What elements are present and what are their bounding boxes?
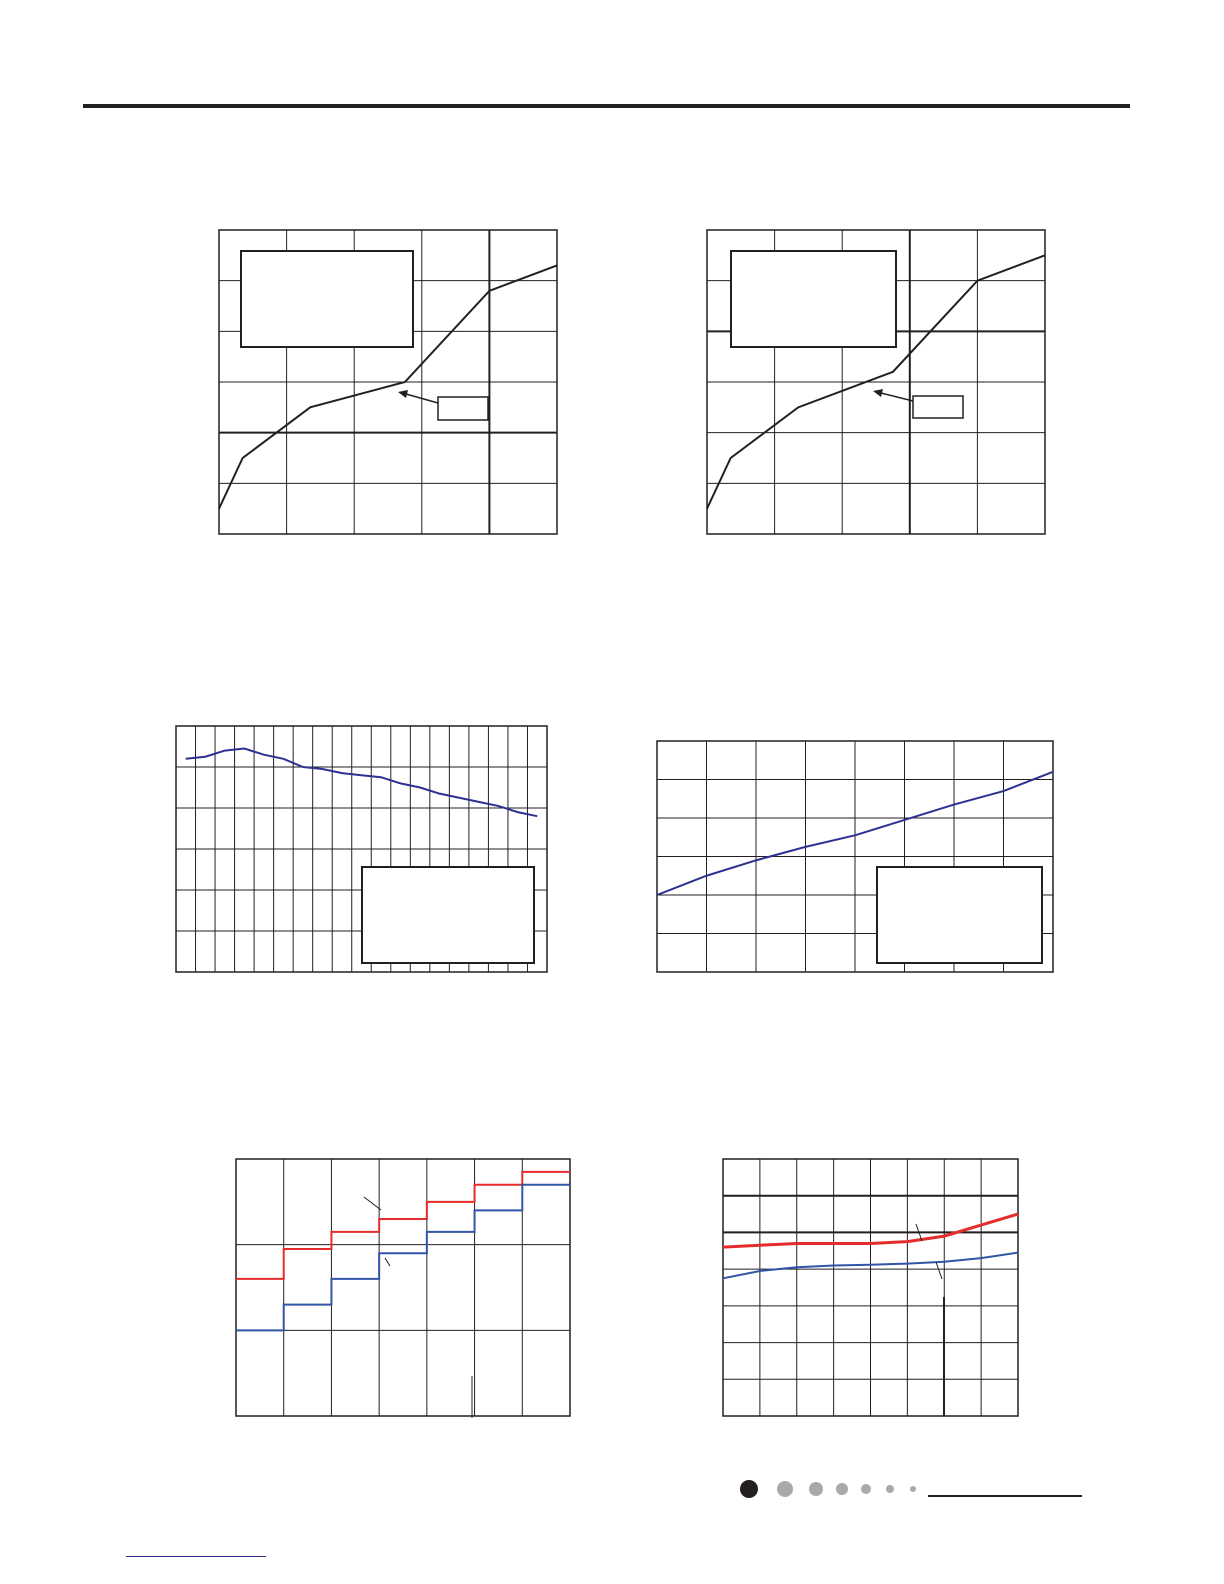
page-indicator-dots [740, 1480, 916, 1498]
chart-4 [657, 741, 1053, 972]
page-dot-2 [777, 1481, 793, 1497]
chart-1 [219, 230, 557, 534]
chart-5 [236, 1159, 570, 1418]
plot-frame [236, 1159, 570, 1416]
page-dot-7 [910, 1486, 916, 1492]
legend-box [362, 867, 534, 963]
chart-2 [707, 230, 1045, 534]
label-box [913, 396, 963, 418]
series-line-1 [236, 1172, 570, 1279]
footer-link-underline [126, 1556, 266, 1557]
callout-arrow-line [881, 393, 913, 401]
legend-box [731, 251, 896, 347]
callout-arrow-head [398, 390, 408, 398]
series-label-tick [936, 1262, 942, 1279]
series-line-2 [236, 1185, 570, 1331]
page-dot-3 [809, 1482, 823, 1496]
legend-box [877, 867, 1042, 963]
label-box [438, 397, 488, 420]
series-line-1 [186, 749, 537, 817]
series-label-tick [385, 1258, 390, 1266]
callout-arrow-head [873, 389, 883, 397]
chart-6 [723, 1159, 1018, 1416]
series-label-tick [364, 1197, 381, 1210]
footer-rule [928, 1495, 1082, 1497]
page-dot-4 [836, 1483, 848, 1495]
page-dot-6 [886, 1485, 894, 1493]
page-dot-1 [740, 1480, 758, 1498]
page-dot-5 [861, 1484, 871, 1494]
legend-box [241, 251, 413, 347]
chart-3 [176, 726, 547, 972]
